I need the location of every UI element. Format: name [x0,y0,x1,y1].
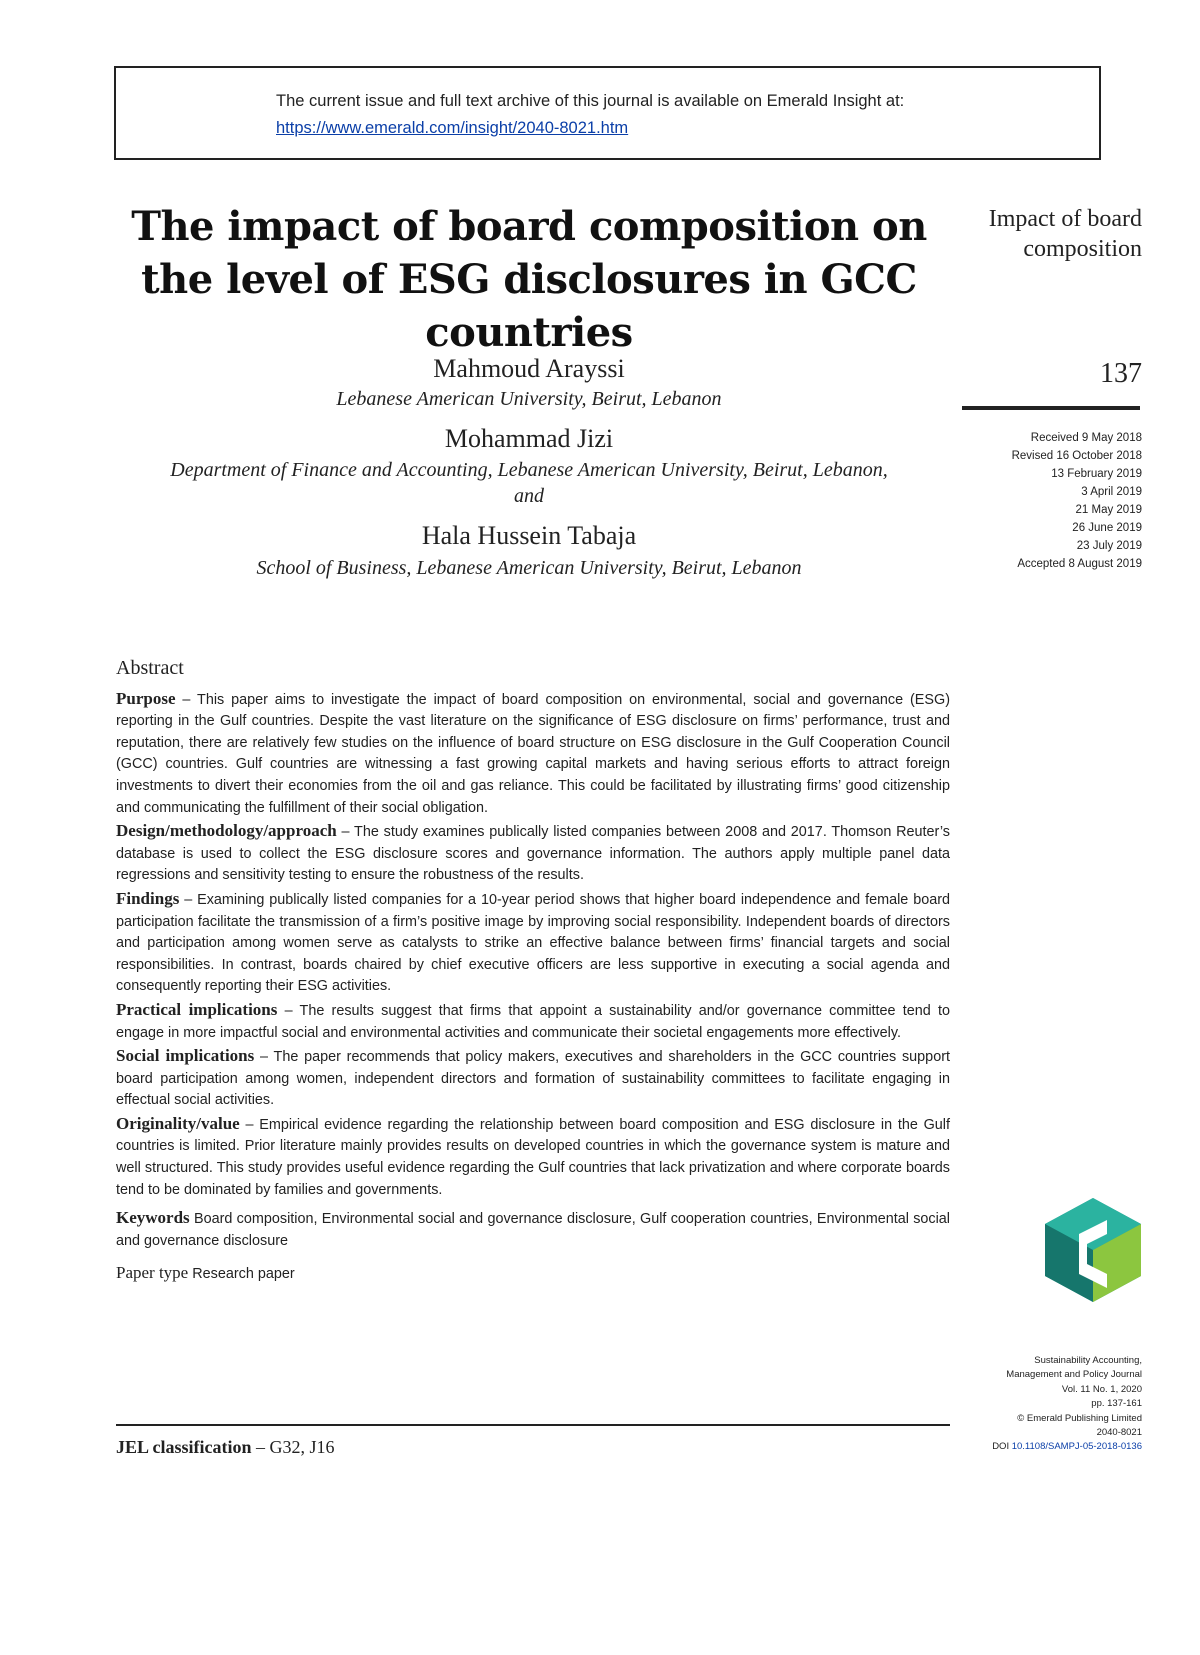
doi-label: DOI [992,1441,1010,1453]
crossmark-logo-icon[interactable] [1045,1198,1141,1302]
abstract-heading: Abstract [116,657,184,679]
paper-type [116,1262,950,1286]
abstract-originality [116,1113,950,1201]
page-number: 137 [1100,358,1142,389]
date-line: 13 February 2019 [1051,468,1142,480]
section-text: – The paper recommends that policy makers, executives and shareholders in the GCC countries support board participation among women, independent directors and formation of sustainability committees to facilitate engaging in effectual social activities. [116,1049,950,1109]
archive-notice-text: The current issue and full text archive of this journal is available on Emerald Insight at: [276,92,905,110]
keywords [116,1207,950,1252]
paper-title: The impact of board composition on the level of ESG disclosures in GCC countries [131,203,927,356]
jel-classification [116,1437,335,1458]
section-text: – The study examines publically listed companies between 2008 and 2017. Thomson Reuter’s database is used to collect the ESG disclosure scores and governance information. The authors apply multiple panel data regressions and sensitivity testing to ensure the robustness of the results. [116,824,950,884]
date-line: Received 9 May 2018 [1030,432,1142,444]
journal-line: pp. 137-161 [1091,1398,1142,1410]
section-label: Social implications [116,1046,255,1066]
archive-link[interactable]: https://www.emerald.com/insight/2040-8021.htm [276,119,629,137]
received-dates [922,429,1142,573]
paper-type-label: Paper type [116,1263,189,1283]
jel-label: JEL classification [116,1437,252,1457]
author-name: Mahmoud Arayssi [433,354,625,383]
author-name: Mohammad Jizi [444,424,614,453]
journal-line: Sustainability Accounting, [1034,1355,1142,1366]
journal-line: Vol. 11 No. 1, 2020 [1061,1383,1142,1395]
section-text: – The results suggest that firms that appoint a sustainability and/or governance committee tend to engage in more impactful social and environmental activities and communicate their societal engagements more effectively. [116,1002,950,1041]
sidebar-divider [962,406,1140,410]
doi-link[interactable]: 10.1108/SAMPJ-05-2018-0136 [1011,1441,1142,1453]
date-line: 23 July 2019 [1076,540,1142,552]
keywords-label: Keywords [116,1208,190,1228]
section-label: Originality/value [116,1113,240,1133]
section-label: Practical implications [116,999,278,1019]
abstract-practical [116,999,950,1044]
jel-divider [116,1424,950,1426]
date-line: 21 May 2019 [1075,504,1142,516]
journal-line: © Emerald Publishing Limited [1017,1412,1142,1424]
author-affiliation: School of Business, Lebanese American University, Beirut, Lebanon [256,557,802,579]
abstract-purpose [116,688,950,820]
date-line: Accepted 8 August 2019 [1017,558,1142,570]
date-line: 26 June 2019 [1072,522,1142,534]
author-affiliation: Department of Finance and Accounting, Lebanese American University, Beirut, Lebanon, and [170,459,888,507]
doi-line [902,1440,1142,1454]
jel-value: – G32, J16 [251,1437,335,1457]
archive-notice-box [114,66,1101,160]
date-line: Revised 16 October 2018 [1011,450,1142,462]
date-line: 3 April 2019 [1081,486,1142,498]
journal-line: 2040-8021 [1096,1427,1142,1439]
journal-line: Management and Policy Journal [1006,1369,1142,1381]
keywords-text: Board composition, Environmental social and governance disclosure, Gulf cooperation countries, Environmental social and governance disclosure [116,1211,951,1249]
section-label: Purpose [116,688,176,708]
section-label: Findings [116,888,180,908]
author-name: Hala Hussein Tabaja [421,521,637,550]
abstract [116,658,950,1286]
section-text: – This paper aims to investigate the impact of board composition on environmental, social and governance (ESG) reporting in the Gulf countries. Despite the vast literature on the significance of ESG disclosure on firms’ performance, trust and reputation, there are relatively few studies on the influence of board structure on ESG disclosure in the Gulf Cooperation Council (GCC) countries. Gulf countries are witnessing a fast growing capital markets and having serious efforts to attract foreign investments to divert their economies from the oil and gas reliance. This could be facilitated by illustrating firms’ good citizenship and communicating the fulfillment of their social obligation. [116,691,950,816]
journal-info [902,1354,1142,1455]
abstract-findings [116,888,950,998]
abstract-social [116,1045,950,1112]
author-affiliation: Lebanese American University, Beirut, Lebanon [336,388,722,410]
section-text: – Empirical evidence regarding the relationship between board composition and ESG disclosure in the Gulf countries is limited. Prior literature mainly provides results on developed countries in which the governance system is mature and well structured. This study provides useful evidence regarding the Gulf countries that lack privatization and where corporate boards tend to be dominated by families and governments. [116,1116,950,1198]
section-label: Design/methodology/approach [116,821,337,841]
abstract-design [116,820,950,887]
section-text: – Examining publically listed companies for a 10-year period shows that higher board independence and female board participation facilitate the transmission of a firm’s positive image by improving social responsibility. Independent boards of directors and participation among women serve as catalysts to strike an effective balance between firms’ financial targets and social responsibilities. In contrast, boards chaired by chief executive officers are less supportive in executing a social agenda and consequently reporting their ESG activities. [116,891,950,995]
running-head: Impact of board composition [988,206,1142,262]
paper-type-value: Research paper [192,1266,295,1283]
